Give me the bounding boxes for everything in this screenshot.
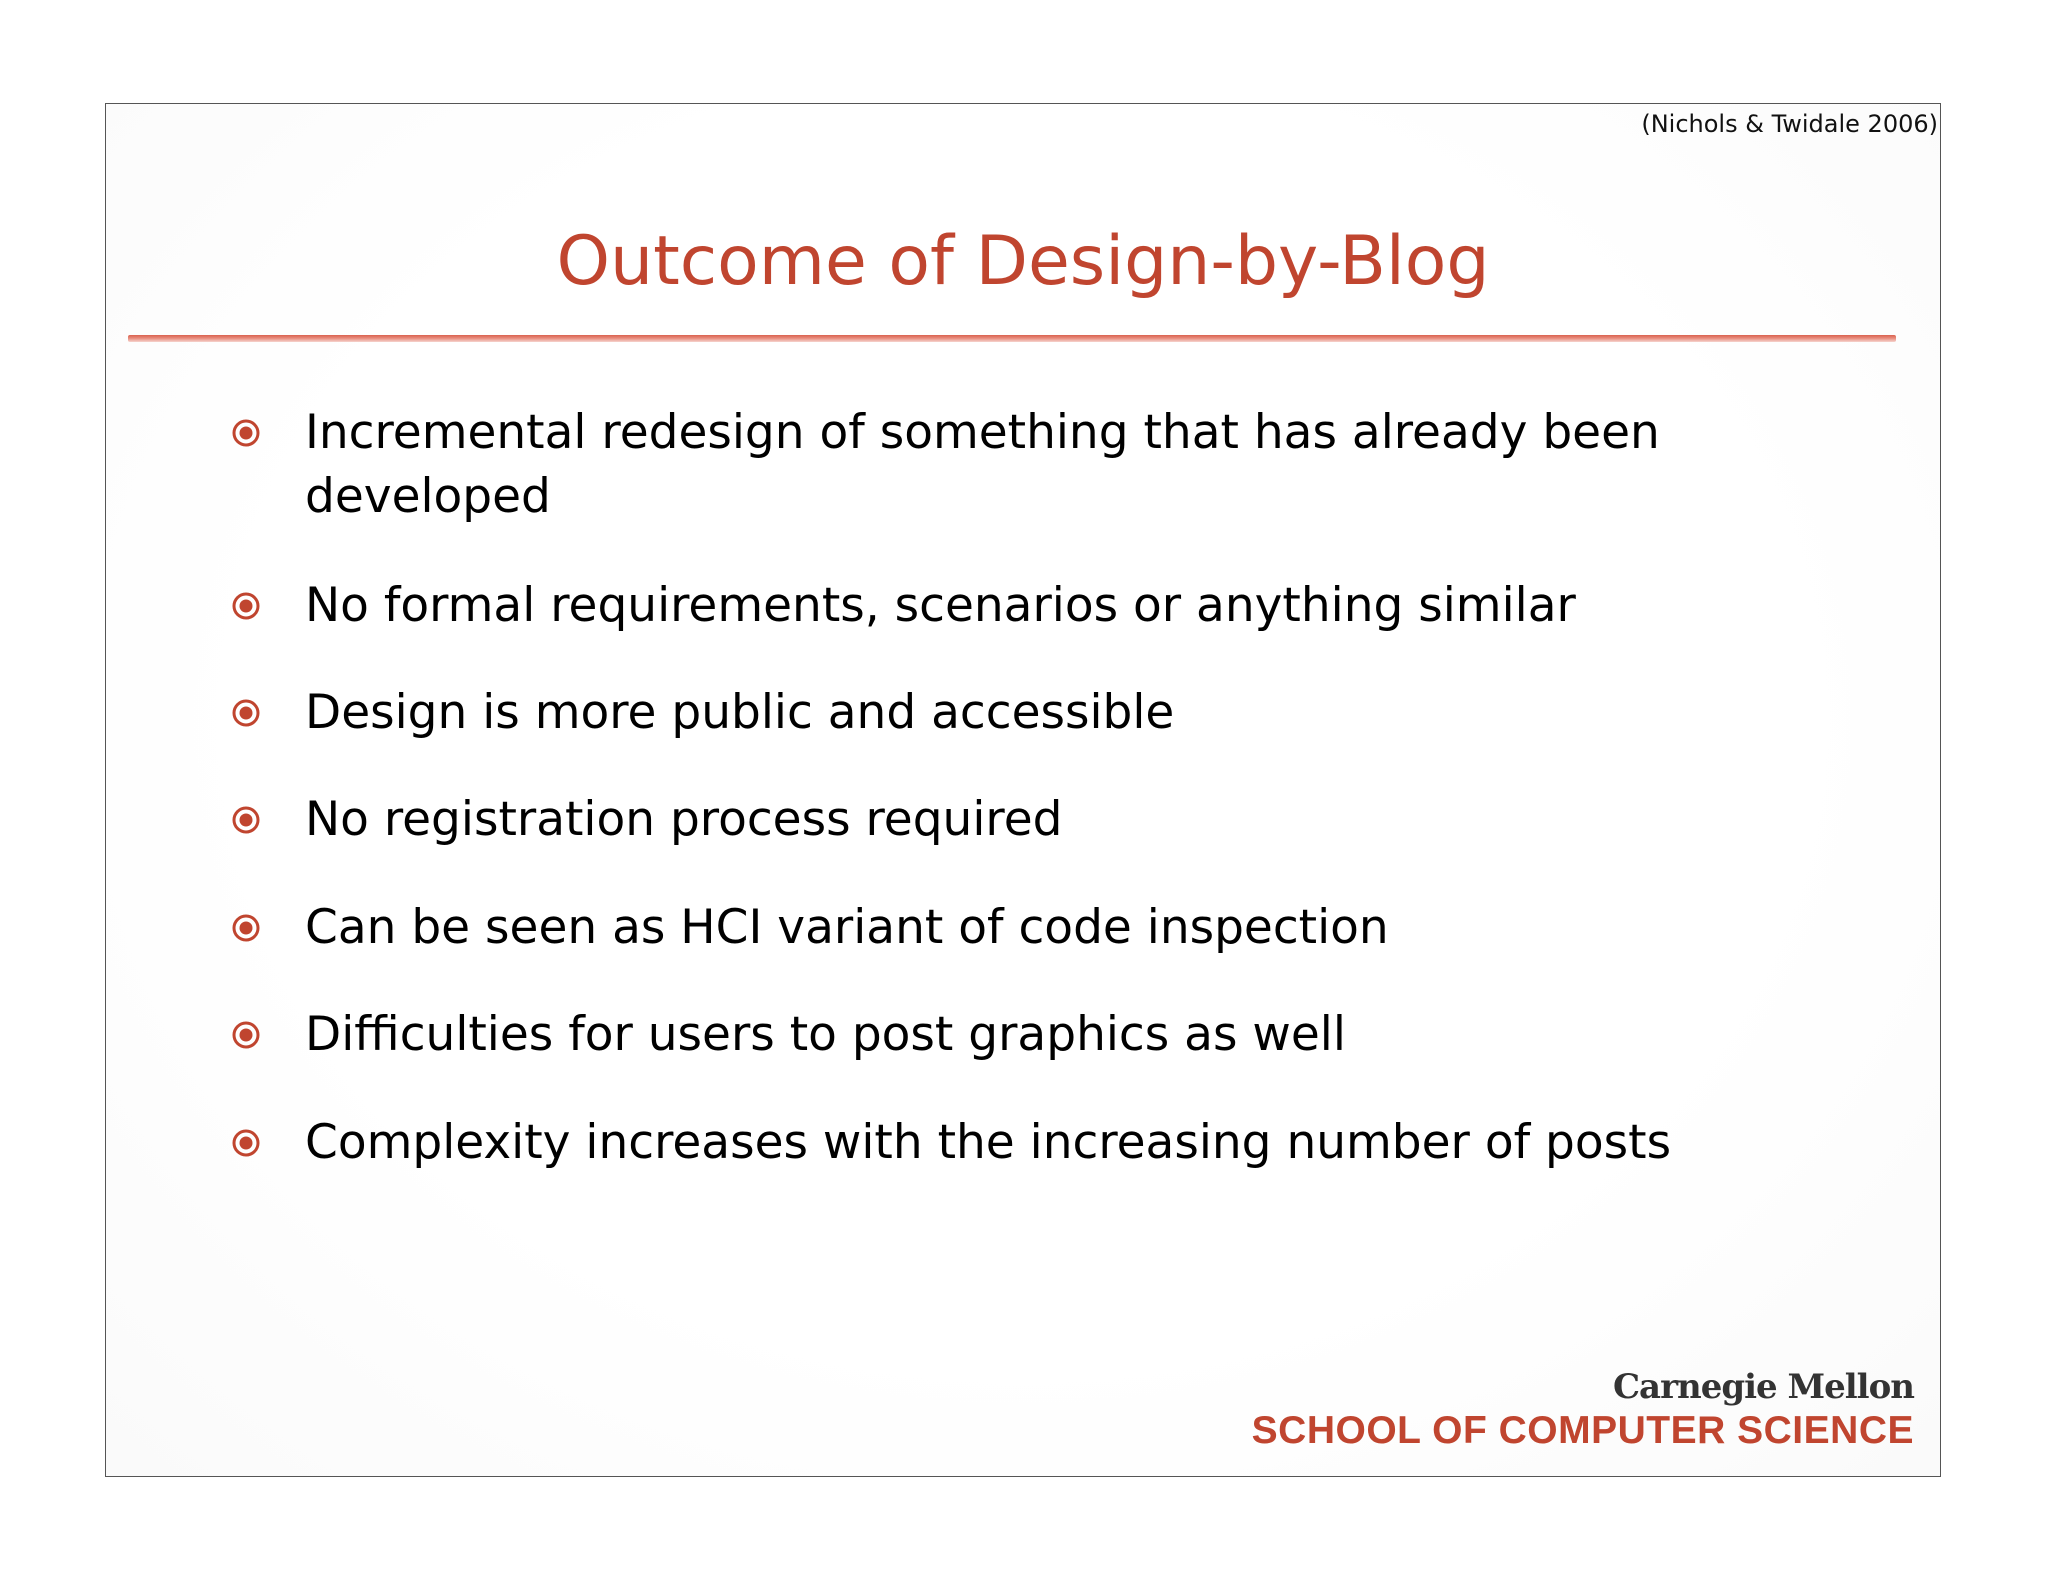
circled-dot-icon [231,591,261,621]
bullet-text: Can be seen as HCI variant of code inspection [305,900,1389,955]
slide-title: Outcome of Design-by-Blog [556,222,1490,301]
circled-dot-icon [231,1020,261,1050]
bullet-text: Incremental redesign of something that has already been developed [305,405,1660,524]
circled-dot-icon [231,698,261,728]
university-logo [1252,1366,1914,1454]
slide [105,103,1941,1477]
circled-dot-icon [231,913,261,943]
bullet-text: No registration process required [305,792,1063,847]
bullet-text: Difficulties for users to post graphics as well [305,1007,1346,1062]
circled-dot-icon [231,418,261,448]
citation: (Nichols & Twidale 2006) [1641,110,1938,138]
bullet-list [106,104,1940,1476]
bullet-text: No formal requirements, scenarios or anything similar [305,578,1576,633]
logo-name: Carnegie Mellon [1612,1367,1914,1407]
circled-dot-icon [231,1128,261,1158]
bullet-text: Complexity increases with the increasing number of posts [305,1115,1672,1170]
logo-subtitle: SCHOOL OF COMPUTER SCIENCE [1251,1409,1914,1452]
circled-dot-icon [231,805,261,835]
bullet-text: Design is more public and accessible [305,685,1175,740]
